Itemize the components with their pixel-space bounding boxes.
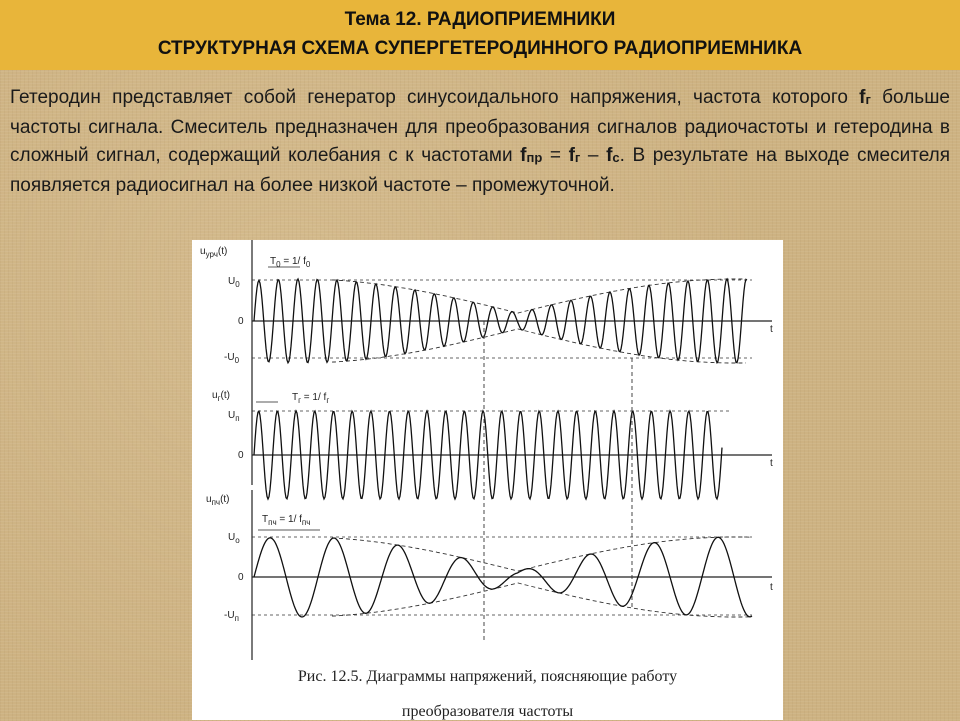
voltage-diagram-figure xyxy=(192,240,783,720)
period-label-3: $T_{пч} = 1/$ $f_{пч}$ xyxy=(262,514,311,527)
zero-label-3: 0 xyxy=(238,572,244,583)
ylabel-2: $u_г(t)$ xyxy=(212,390,230,403)
text-part-2: больше частоты сигнала. Смеситель предназначен для преобразования сигналов радиочастоты и гетеродина в сложный сигнал, содержащий колебания с к частотами xyxy=(10,87,950,166)
minus-u0-label-3: $-U_п$ xyxy=(224,610,239,623)
slide-title: СТРУКТУРНАЯ СХЕМА СУПЕРГЕТЕРОДИННОГО РАДИОПРИЕМНИКА xyxy=(157,38,803,59)
t-label-3: t xyxy=(770,582,773,593)
panel-heterodyne xyxy=(212,390,773,499)
ylabel-3: $u_{пч}(t)$ xyxy=(206,494,230,507)
t-label-2: t xyxy=(770,458,773,469)
text-part-1: Гетеродин представляет собой генератор синусоидального напряжения, частота которого xyxy=(10,87,860,108)
topic-title: Тема 12. РАДИОПРИЕМНИКИ xyxy=(344,9,616,30)
t-label-1: t xyxy=(770,324,773,335)
period-label-1: $T_0 = 1/$ $f_0$ xyxy=(270,256,311,269)
formula-fc: $f_c$ xyxy=(606,145,620,166)
formula-fpr: $f_{пр}$ xyxy=(520,145,543,166)
panel-if-signal xyxy=(206,490,773,660)
period-label-2: $T_г = 1/$ $f_г$ xyxy=(292,392,330,405)
u0-label-1: $U_0$ xyxy=(228,276,240,289)
voltage-diagrams xyxy=(192,240,783,670)
zero-label-1: 0 xyxy=(238,316,244,327)
formula-fg: $f_г$ xyxy=(859,87,871,108)
minus-u0-label-1: $-U_0$ xyxy=(224,352,240,365)
figure-caption-line2: преобразователя частоты xyxy=(401,703,574,720)
ylabel-1: $u_{урч}(t)$ xyxy=(200,246,228,259)
text-part-3: . В результате на выходе смесителя появляется радиосигнал на более низкой частоте – промежуточной. xyxy=(10,145,951,196)
title-banner xyxy=(0,0,960,70)
u0-label-3: $U_о$ xyxy=(228,532,240,545)
description-paragraph: Гетеродин представляет собой генератор синусоидального напряжения, частота которого $f_г$ больше частоты сигнала. Смеситель предназначен для преобразования сигналов радиочастоты и гетеродина в сложный сигнал, содержащий колебания с к частотами $f_{пр} = f_г - f_c$. В результате на выходе смесителя появляется радиосигнал на более низкой частоте – промежуточной. xyxy=(10,87,951,196)
figure-caption-line1: Рис. 12.5. Диаграммы напряжений, поясняющие работу xyxy=(297,668,678,685)
zero-label-2: 0 xyxy=(238,450,244,461)
formula-fg2: $f_г$ xyxy=(568,145,581,166)
panel-rf-signal xyxy=(200,240,773,390)
u-top-label-2: $U_п$ xyxy=(228,410,240,423)
